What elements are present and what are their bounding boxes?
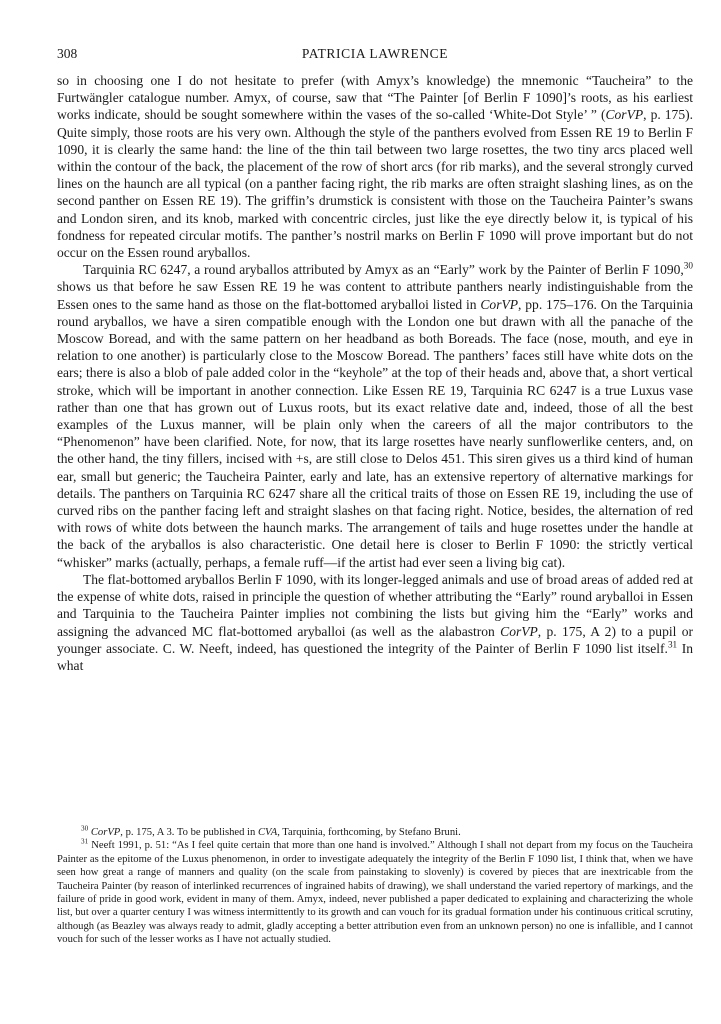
paragraph: [57, 72, 693, 261]
page: [57, 46, 693, 674]
text-run: so in choosing one I do not hesitate to prefer (with Amyx’s knowledge) the mnemonic “Taucheira” to the Furtwängler catalogue number. Amyx, of course, saw that “The Painter [of Berlin F 1090]’s roots, as his earliest works indicate, should be sought somewhere within the vases of the so-called ‘White-Dot Style’ ” (: [57, 73, 693, 123]
italic-citation: CVA: [257, 827, 278, 838]
italic-citation: CorVP: [480, 296, 519, 312]
page-number: 308: [57, 46, 78, 61]
footnote-31: [57, 839, 693, 946]
footnote-reference: 30: [81, 824, 89, 833]
running-head: PATRICIA LAWRENCE: [301, 46, 449, 61]
footnote-reference: 30: [683, 260, 693, 271]
text-run: , p. 175, A 3. To be published in: [120, 827, 258, 838]
footnote-30: [57, 826, 693, 839]
text-run: shows us that before he saw Essen RE 19 he was content to attribute panthers nearly indistinguishable from the Essen ones to the same hand as those on the flat-bottomed aryballoi listed in: [57, 279, 693, 312]
italic-citation: CorVP: [90, 827, 121, 838]
text-run: In what: [57, 640, 693, 673]
italic-citation: CorVP: [500, 623, 538, 639]
paragraph: [57, 571, 693, 674]
text-run: , Tarquinia, forthcoming, by Stefano Bruni.: [277, 827, 461, 838]
italic-citation: CorVP: [605, 107, 644, 123]
text-run: , p. 175). Quite simply, those roots are his very own. Although the style of the panthers evolved from Essen RE 19 to Berlin F 1090, it is clearly the same hand: the line of the thin tail between two large rosettes, the two tiny arcs placed well within the contour of the back, the placement of the row of short arcs (for rib marks), and the several strongly curved lines on the haunch are all typical (on a panther facing right, the rib marks are often straight slashing lines, as on the second panther on Essen RE 19). The griffin’s drumstick is consistent with those on the Taucheira Painter’s swans and London siren, and its knob, marked with concentric circles, just like the eye directly below it, is typical of his fondness for repeated circular motifs. The panther’s nostril marks on Berlin F 1090 will prove important but do not occur on the Essen round aryballos.: [57, 107, 693, 261]
text-run: , pp. 175–176. On the Tarquinia round aryballos, we have a siren compatible enough with the London one but drawn with all the panache of the Moscow Boread, and with the same pattern on her headband as both Boreads. The face (nose, mouth, and eye in relation to one another) is particularly close to the Moscow Boread. The panthers’ faces still have white dots on the ears; there is also a blob of pale added color in the “keyhole” at the top of their heads and, above that, a short vertical stroke, which will be important in another connection. Like Essen RE 19, Tarquinia RC 6247 is a true Luxus vase rather than one that has grown out of Luxus roots, but its exact relative date and, indeed, those of all the best examples of the Luxus manner, will be plain only when the careers of all the major contributors to the “Phenomenon” have been clarified. Note, for now, that its large rosettes have nearly sunflowerlike centers, and, on the other hand, the tiny fillers, incised with +s, are still close to Delos 451. This siren gives us a third kind of human ear, small but generic; the Taucheira Painter, early and late, has an extensive repertory of alternative markings for details. The panthers on Tarquinia RC 6247 share all the critical traits of those on Essen RE 19, including the use of curved ribs on the panther facing left and straight slashes on that facing right. Notice, besides, the alternation of red with rows of white dots between the haunch marks. The arrangement of tails and huge rosettes under the handle at the back of the aryballos is also characteristic. One detail here is closer to Berlin F 1090: the strictly vertical “whisker” marks (actually, perhaps, a female ruff—if the artist had ever seen a living big cat).: [57, 296, 693, 570]
page-header: [57, 46, 693, 72]
footnote-reference: 31: [81, 837, 89, 846]
footnotes: [57, 826, 693, 947]
paragraph: [57, 261, 693, 571]
footnote-reference: 31: [667, 639, 678, 650]
text-run: Tarquinia RC 6247, a round aryballos attributed by Amyx as an “Early” work by the Painter of Berlin F 1090,: [83, 262, 684, 278]
body-text: [57, 72, 693, 674]
text-run: , p. 175, A 2) to a pupil or younger associate. C. W. Neeft, indeed, has questioned the integrity of the Painter of Berlin F 1090 list itself.: [57, 623, 693, 656]
text-run: The flat-bottomed aryballos Berlin F 1090, with its longer-legged animals and use of broad areas of added red at the expense of white dots, raised in principle the question of whether attributing the “Early” round aryballoi in Essen and Tarquinia to the Taucheira Painter implies not combining the lists but giving him the “Early” works and assigning the advanced MC flat-bottomed aryballoi (as well as the alabastron: [57, 571, 693, 639]
text-run: Neeft 1991, p. 51: “As I feel quite certain that more than one hand is involved.” Although I shall not depart from my focus on the Taucheira Painter as the epitome of the Luxus phenomenon, in order to investigate adequately the integrity of the Berlin F 1090 list, I think that, when we have seen how great a range of manners and quality (on the scale from painstaking to slovenly) is covered by pieces that are inextricable from the Taucheira Painter (by reason of interlinked recurrences of ingrained habits of drawing), we shall understand the varied repertory of markings, and the failure of pride in good work, evident in many of them. Amyx, indeed, never published a paper dedicated to explaining and characterizing the whole list, but over a quarter century I was witness intermittently to its growth and can vouch for its gradual formation under his continuous critical scrutiny, although (as Beazley was always ready to admit, gladly accepting a better attribution even from an unknown person) no one is infallible, and I cannot vouch for such of the lesser works as I have not actually studied.: [57, 840, 693, 946]
